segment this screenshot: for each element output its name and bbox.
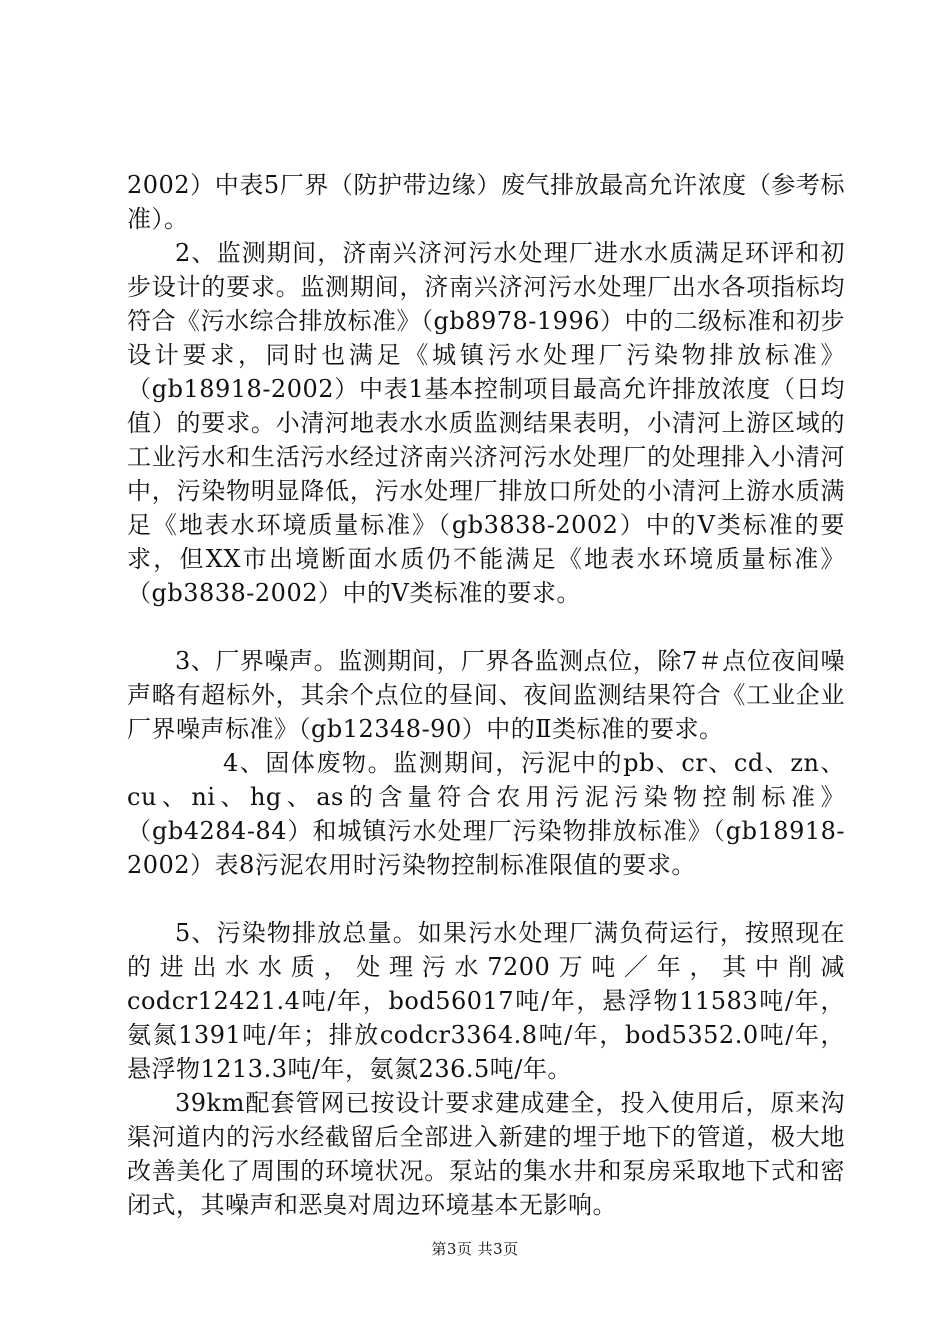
paragraph-water-quality: 2、监测期间，济南兴济河污水处理厂进水水质满足环评和初步设计的要求。监测期间，济南兴济河污水处理厂出水各项指标均符合《污水综合排放标准》（gb8978-1996）中的二级标准和初步设计要求，同时也满足《城镇污水处理厂污染物排放标准》（gb18918-2002）中表1基本控制项目最高允许排放浓度（日均值）的要求。小清河地表水水质监测结果表明，小清河上游区域的工业污水和生活污水经过济南兴济河污水处理厂的处理排入小清河中，污染物明显降低，污水处理厂排放口所处的小清河上游水质满足《地表水环境质量标准》（gb3838-2002）中的Ⅴ类标准的要求，但XX市出境断面水质仍不能满足《地表水环境质量标准》（gb3838-2002）中的Ⅴ类标准的要求。	[127, 239, 845, 607]
document-body	[127, 168, 845, 1222]
page-number-footer: 第3页 共3页	[431, 1240, 519, 1258]
paragraph-solid-waste: 4、固体废物。监测期间，污泥中的pb、cr、cd、zn、cu、ni、hg、as的含量符合农用污泥污染物控制标准》（gb4284-84）和城镇污水处理厂污染物排放标准》（gb18918-2002）表8污泥农用时污染物控制标准限值的要求。	[127, 749, 845, 879]
paragraph-continuation: 2002）中表5厂界（防护带边缘）废气排放最高允许浓度（参考标准）。	[127, 171, 845, 233]
paragraph-spacer	[127, 882, 845, 916]
paragraph-spacer	[127, 610, 845, 644]
paragraph-emission-totals: 5、污染物排放总量。如果污水处理厂满负荷运行，按照现在的进出水水质，处理污水7200万吨／年，其中削减codcr12421.4吨/年，bod56017吨/年，悬浮物11583吨/年，氨氮1391吨/年；排放codcr3364.8吨/年，bod5352.0吨/年，悬浮物1213.3吨/年，氨氮236.5吨/年。	[127, 919, 845, 1083]
paragraph-noise: 3、厂界噪声。监测期间，厂界各监测点位，除7＃点位夜间噪声略有超标外，其余个点位的昼间、夜间监测结果符合《工业企业厂界噪声标准》（gb12348-90）中的Ⅱ类标准的要求。	[127, 647, 845, 743]
paragraph-pipe-network: 39km配套管网已按设计要求建成建全，投入使用后，原来沟渠河道内的污水经截留后全部进入新建的埋于地下的管道，极大地改善美化了周围的环境状况。泵站的集水井和泵房采取地下式和密闭式，其噪声和恶臭对周边环境基本无影响。	[127, 1089, 845, 1219]
